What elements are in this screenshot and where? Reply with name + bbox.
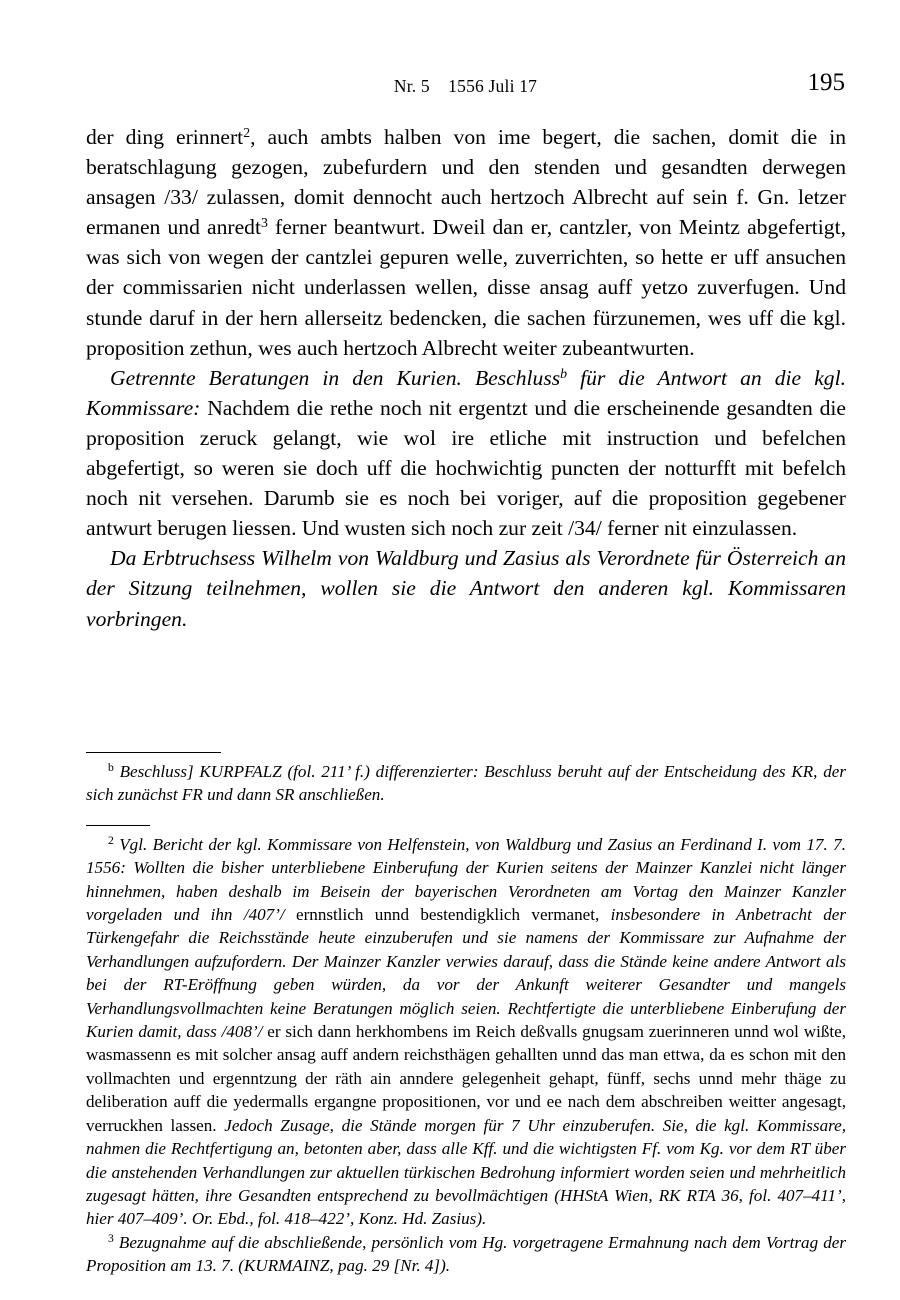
body-paragraph xyxy=(86,122,846,363)
footnote xyxy=(86,833,846,1231)
footnote-marker: 2 xyxy=(108,834,114,847)
footnote-apparatus xyxy=(86,825,846,1278)
footnote-marker: 3 xyxy=(108,1231,114,1245)
footnote xyxy=(86,1231,846,1278)
footnote-separator-rule xyxy=(86,825,150,826)
footnote-apparatus xyxy=(86,752,846,1278)
italic-run: Getrennte Beratungen in den Kurien. Beschluss xyxy=(110,365,561,390)
italic-run: Da Erbtruchsess Wilhelm von Waldburg und Zasius als Verordnete für Österreich an der Sitzung teilnehmen, wollen sie die Antwort den anderen kgl. Kommissaren vorbringen. xyxy=(86,546,846,631)
italic-run: für die Antwort an die kgl. Kommissare: xyxy=(86,365,846,420)
roman-run: er sich dann herkhombens im Reich deßvalls gnugsam zuerinneren unnd wol wißte, wasmassenn es mit solcher ansag auff andern reichsthägen gehallten unnd das man ettwa, da es schon mit den vollmachten und ergenntzung der räth ain anndere gelegenheit gehapt, fünff, sechs unnd mehr thäge zu deliberation auff die yedermalls ergangne propositionen, vor und ee nach dem abschreiben weitter angesagt, verruckhen lassen. xyxy=(86,1022,846,1135)
roman-run: ferner beantwurt. Dweil dan er, cantzler, von Meintz abgefertigt, was sich von wegen der cantzlei gepuren welle, zuverrichten, so hette er uff ansuchen der commissarien nicht underlassen wellen, disse ansag auff yetzo zuverfugen. Und stunde daruf in der hern allerseitz bedencken, die sachen fürzunemen, wes uff die kgl. proposition zethun, wes auch hertzoch Albrecht weiter zubeantwurten. xyxy=(86,215,846,360)
body-text xyxy=(86,122,846,634)
footnote-marker: b xyxy=(108,761,114,775)
roman-run: , auch ambts halben von ime begert, die sachen, domit die in beratschlagung gezogen, zubefurdern und den stenden und gesandten derwegen ansagen /33/ zulassen, domit dennocht auch hertzoch Albrecht auf sein f. Gn. letzer ermanen und anredt xyxy=(86,125,847,240)
body-paragraph xyxy=(86,363,846,544)
footnote-reference: b xyxy=(560,365,568,381)
body-paragraph xyxy=(86,543,846,633)
page-number: 195 xyxy=(807,69,845,96)
running-head-title: Nr. 5 1556 Juli 17 xyxy=(393,76,538,96)
footnote xyxy=(86,760,846,807)
italic-run: insbesondere in Anbetracht der Türkengefahr die Reichsstände heute einzuberufen und sie namens der Kommissare zur Aufnahme der Verhandlungen aufzufordern. Der Mainzer Kanzler verwies darauf, dass die Stände keine andere Antwort als bei der RT-Eröffnung geben würden, da vor der Ankunft weiterer Gesandter und mangels Verhandlungsvollmachten keine Beratungen möglich seien. Rechtfertigte die unterbliebene Einberufung der Kurien damit, dass /408’/ xyxy=(86,905,846,1042)
footnote-reference: 2 xyxy=(243,124,251,140)
italic-run: Vgl. Bericht der kgl. Kommissare von Helfenstein, von Waldburg und Zasius an Ferdinand I. vom 17. 7. 1556: Wollten die bisher unterbliebene Einberufung der Kurien seitens der Mainzer Kanzlei nicht länger hinnehmen, haben deshalb im Beisein der bayerischen Verordneten am Vortag den Mainzer Kanzler vorgeladen und ihn /407’/ xyxy=(86,834,846,925)
roman-run: der ding erinnert xyxy=(86,125,244,149)
italic-run: Beschluss] KURPFALZ (fol. 211’ f.) differenzierter: Beschluss beruht auf der Entscheidung des KR, der sich zunächst FR und dann SR anschließen. xyxy=(86,762,846,805)
variant-apparatus xyxy=(86,752,846,807)
running-head xyxy=(86,69,845,106)
italic-run: Jedoch Zusage, die Stände morgen für 7 Uhr einzuberufen. Sie, die kgl. Kommissare, nahmen die Rechtfertigung an, betonten aber, dass alle Kff. und die wichtigsten Ff. vom Kg. vor dem RT über die anstehenden Verhandlungen zur aktuellen türkischen Bedrohung informiert worden seien und mehrheitlich zugesagt hätten, ihre Gesandten entsprechend zu bevollmächtigen (HHStA Wien, RK RTA 36, fol. 407–411’, hier 407–409’. Or. Ebd., fol. 418–422’, Konz. Hd. Zasius). xyxy=(86,1115,846,1229)
italic-run: Bezugnahme auf die abschließende, persönlich vom Hg. vorgetragene Ermahnung nach dem Vortrag der Proposition am 13. 7. (KURMAINZ, pag. 29 [Nr. 4]). xyxy=(86,1232,846,1276)
footnote-separator-rule xyxy=(86,752,221,753)
roman-run: ernnstlich unnd bestendigklich vermanet, xyxy=(296,905,611,925)
footnote-reference: 3 xyxy=(260,215,268,231)
roman-run: Nachdem die rethe noch nit ergentzt und die erscheinende gesandten die proposition zeruck gelangt, wie wol ire etliche mit instruction und befelchen abgefertigt, so weren sie doch uff die hochwichtig puncten der notturfft mit befelch noch nit versehen. Darumb sie es noch bei voriger, auf die proposition gegebener antwurt berugen liessen. Und wusten sich noch zur zeit /34/ ferner nit einzulassen. xyxy=(86,395,846,541)
